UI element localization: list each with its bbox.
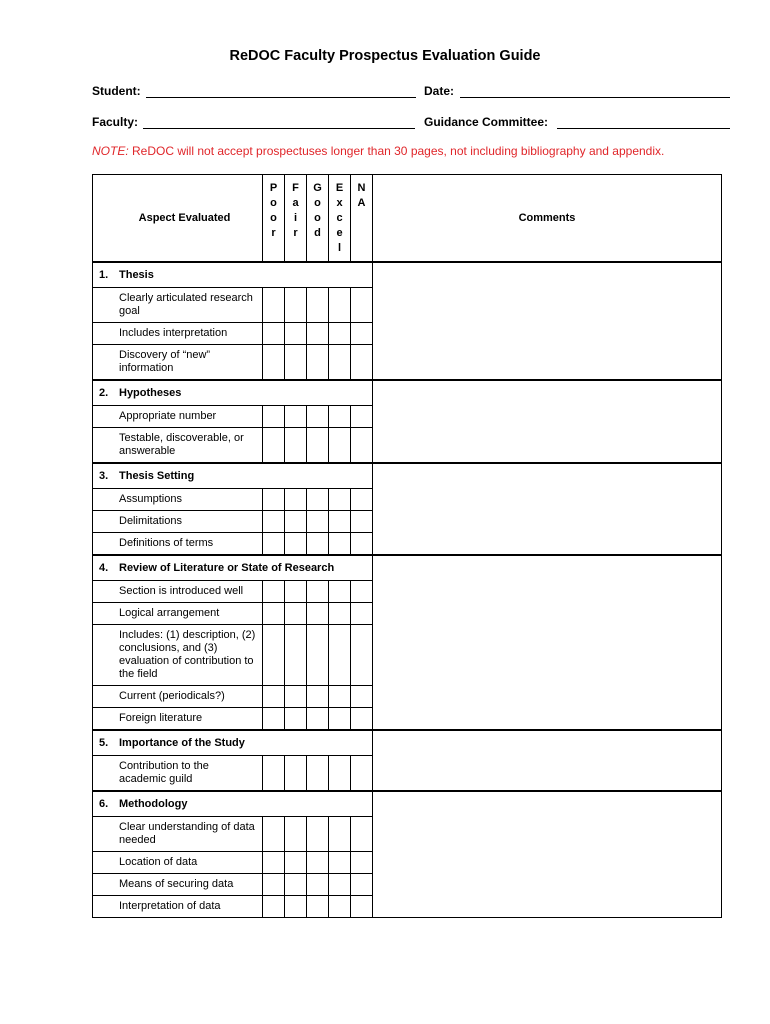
rating-box-good[interactable]	[307, 533, 329, 556]
rating-box-excel[interactable]	[329, 817, 351, 852]
rating-box-good[interactable]	[307, 511, 329, 533]
section-row	[93, 262, 722, 288]
section-number: 6.	[99, 798, 109, 810]
rating-fair-label: F a i r	[292, 182, 299, 239]
section-title: Methodology	[119, 798, 188, 810]
rating-box-excel[interactable]	[329, 581, 351, 603]
committee-label: Guidance Committee:	[424, 115, 549, 129]
rating-box-excel[interactable]	[329, 603, 351, 625]
rating-box-excel[interactable]	[329, 625, 351, 686]
rating-na-label: N A	[357, 182, 366, 209]
rating-box-na[interactable]	[351, 581, 373, 603]
rating-header-excel	[329, 175, 351, 263]
rating-box-poor[interactable]	[263, 406, 285, 428]
rating-box-excel[interactable]	[329, 874, 351, 896]
comments-header: Comments	[373, 175, 722, 263]
rating-header-fair	[285, 175, 307, 263]
section-number: 5.	[99, 737, 109, 749]
rating-box-na[interactable]	[351, 489, 373, 511]
comments-cell[interactable]	[373, 380, 722, 463]
rating-box-poor[interactable]	[263, 428, 285, 464]
rating-box-poor[interactable]	[263, 581, 285, 603]
evaluation-table	[92, 174, 722, 918]
criterion-label: Clear understanding of data needed	[93, 817, 263, 852]
rating-box-good[interactable]	[307, 345, 329, 381]
rating-box-fair[interactable]	[285, 406, 307, 428]
rating-box-good[interactable]	[307, 625, 329, 686]
rating-box-good[interactable]	[307, 708, 329, 731]
comments-cell[interactable]	[373, 262, 722, 380]
rating-box-na[interactable]	[351, 686, 373, 708]
rating-box-poor[interactable]	[263, 874, 285, 896]
rating-box-good[interactable]	[307, 489, 329, 511]
rating-box-good[interactable]	[307, 288, 329, 323]
rating-excel-label: E x c e l	[335, 182, 344, 254]
faculty-label: Faculty:	[92, 115, 139, 129]
section-heading	[93, 730, 373, 756]
rating-box-na[interactable]	[351, 625, 373, 686]
note	[92, 144, 664, 158]
section-heading	[93, 380, 373, 406]
rating-box-good[interactable]	[307, 874, 329, 896]
rating-box-excel[interactable]	[329, 406, 351, 428]
rating-header-good	[307, 175, 329, 263]
rating-box-na[interactable]	[351, 896, 373, 918]
criterion-label: Foreign literature	[93, 708, 263, 731]
rating-box-fair[interactable]	[285, 511, 307, 533]
rating-box-fair[interactable]	[285, 533, 307, 556]
section-number: 3.	[99, 470, 109, 482]
committee-field[interactable]	[557, 128, 730, 129]
rating-box-excel[interactable]	[329, 489, 351, 511]
section-heading	[93, 463, 373, 489]
rating-box-poor[interactable]	[263, 756, 285, 792]
rating-box-good[interactable]	[307, 817, 329, 852]
rating-box-na[interactable]	[351, 708, 373, 731]
rating-box-fair[interactable]	[285, 581, 307, 603]
header-row	[93, 175, 722, 263]
rating-box-na[interactable]	[351, 852, 373, 874]
criterion-label: Discovery of “new” information	[93, 345, 263, 381]
student-field[interactable]	[146, 97, 416, 98]
section-heading	[93, 791, 373, 817]
rating-poor-label: P o o r	[269, 182, 278, 239]
rating-box-excel[interactable]	[329, 511, 351, 533]
rating-box-excel[interactable]	[329, 345, 351, 381]
rating-box-good[interactable]	[307, 896, 329, 918]
comments-cell[interactable]	[373, 730, 722, 791]
section-heading	[93, 555, 373, 581]
rating-box-fair[interactable]	[285, 896, 307, 918]
criterion-label: Clearly articulated research goal	[93, 288, 263, 323]
criterion-label: Includes: (1) description, (2) conclusions, and (3) evaluation of contribution to the field	[93, 625, 263, 686]
aspect-header: Aspect Evaluated	[93, 175, 263, 263]
date-field[interactable]	[460, 97, 730, 98]
rating-box-na[interactable]	[351, 288, 373, 323]
rating-header-poor	[263, 175, 285, 263]
rating-box-excel[interactable]	[329, 428, 351, 464]
rating-box-fair[interactable]	[285, 756, 307, 792]
criterion-label: Current (periodicals?)	[93, 686, 263, 708]
rating-box-na[interactable]	[351, 533, 373, 556]
page-title: ReDOC Faculty Prospectus Evaluation Guide	[229, 48, 541, 64]
rating-box-fair[interactable]	[285, 323, 307, 345]
rating-box-excel[interactable]	[329, 896, 351, 918]
note-text: ReDOC will not accept prospectuses longer than 30 pages, not including bibliography and appendix.	[128, 144, 665, 158]
rating-box-fair[interactable]	[285, 625, 307, 686]
rating-box-good[interactable]	[307, 603, 329, 625]
rating-box-excel[interactable]	[329, 708, 351, 731]
rating-box-excel[interactable]	[329, 756, 351, 792]
note-prefix: NOTE:	[92, 144, 129, 158]
criterion-label: Delimitations	[93, 511, 263, 533]
rating-box-poor[interactable]	[263, 686, 285, 708]
rating-box-na[interactable]	[351, 603, 373, 625]
rating-box-fair[interactable]	[285, 288, 307, 323]
rating-good-label: G o o d	[313, 182, 322, 239]
rating-box-poor[interactable]	[263, 345, 285, 381]
rating-box-good[interactable]	[307, 323, 329, 345]
rating-box-na[interactable]	[351, 323, 373, 345]
criterion-label: Section is introduced well	[93, 581, 263, 603]
rating-box-good[interactable]	[307, 406, 329, 428]
section-row	[93, 380, 722, 406]
section-row	[93, 555, 722, 581]
rating-box-fair[interactable]	[285, 428, 307, 464]
section-title: Importance of the Study	[119, 737, 245, 749]
rating-box-poor[interactable]	[263, 489, 285, 511]
section-number: 4.	[99, 562, 109, 574]
rating-box-na[interactable]	[351, 511, 373, 533]
rating-box-poor[interactable]	[263, 817, 285, 852]
rating-box-poor[interactable]	[263, 288, 285, 323]
rating-box-poor[interactable]	[263, 852, 285, 874]
rating-box-excel[interactable]	[329, 533, 351, 556]
criterion-label: Testable, discoverable, or answerable	[93, 428, 263, 464]
rating-box-excel[interactable]	[329, 288, 351, 323]
criterion-label: Logical arrangement	[93, 603, 263, 625]
rating-box-poor[interactable]	[263, 603, 285, 625]
rating-box-poor[interactable]	[263, 708, 285, 731]
rating-box-good[interactable]	[307, 686, 329, 708]
section-number: 1.	[99, 269, 109, 281]
section-row	[93, 730, 722, 756]
rating-box-na[interactable]	[351, 817, 373, 852]
section-row	[93, 791, 722, 817]
rating-box-fair[interactable]	[285, 345, 307, 381]
section-title: Thesis Setting	[119, 470, 195, 482]
section-row	[93, 463, 722, 489]
criterion-label: Appropriate number	[93, 406, 263, 428]
rating-box-fair[interactable]	[285, 603, 307, 625]
comments-cell[interactable]	[373, 463, 722, 555]
rating-box-excel[interactable]	[329, 852, 351, 874]
rating-box-excel[interactable]	[329, 323, 351, 345]
criterion-label: Contribution to the academic guild	[93, 756, 263, 792]
rating-box-fair[interactable]	[285, 708, 307, 731]
comments-cell[interactable]	[373, 791, 722, 918]
student-label: Student:	[92, 84, 141, 98]
comments-cell[interactable]	[373, 555, 722, 730]
rating-box-na[interactable]	[351, 874, 373, 896]
section-title: Review of Literature or State of Research	[119, 562, 335, 574]
criterion-label: Includes interpretation	[93, 323, 263, 345]
rating-box-good[interactable]	[307, 428, 329, 464]
rating-box-poor[interactable]	[263, 533, 285, 556]
rating-header-na	[351, 175, 373, 263]
criterion-label: Definitions of terms	[93, 533, 263, 556]
rating-box-fair[interactable]	[285, 686, 307, 708]
rating-box-good[interactable]	[307, 581, 329, 603]
rating-box-excel[interactable]	[329, 686, 351, 708]
criterion-label: Interpretation of data	[93, 896, 263, 918]
rating-box-na[interactable]	[351, 756, 373, 792]
rating-box-fair[interactable]	[285, 489, 307, 511]
rating-box-na[interactable]	[351, 406, 373, 428]
rating-box-na[interactable]	[351, 345, 373, 381]
rating-box-fair[interactable]	[285, 852, 307, 874]
criterion-label: Means of securing data	[93, 874, 263, 896]
rating-box-poor[interactable]	[263, 323, 285, 345]
section-heading	[93, 262, 373, 288]
criterion-label: Assumptions	[93, 489, 263, 511]
faculty-field[interactable]	[143, 128, 415, 129]
rating-box-poor[interactable]	[263, 896, 285, 918]
section-title: Thesis	[119, 269, 154, 281]
rating-box-na[interactable]	[351, 428, 373, 464]
rating-box-poor[interactable]	[263, 625, 285, 686]
section-number: 2.	[99, 387, 109, 399]
section-title: Hypotheses	[119, 387, 182, 399]
criterion-label: Location of data	[93, 852, 263, 874]
rating-box-good[interactable]	[307, 852, 329, 874]
rating-box-good[interactable]	[307, 756, 329, 792]
rating-box-poor[interactable]	[263, 511, 285, 533]
rating-box-fair[interactable]	[285, 817, 307, 852]
date-label: Date:	[424, 84, 455, 98]
rating-box-fair[interactable]	[285, 874, 307, 896]
